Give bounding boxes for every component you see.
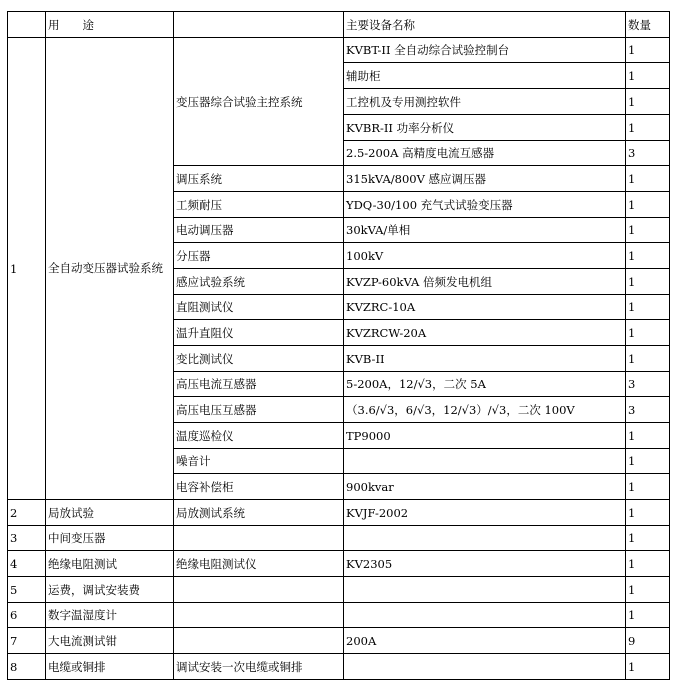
row-device: 2.5-200A 高精度电流互感器 [344,141,626,166]
row-qty: 1 [626,166,670,192]
row-no: 4 [8,551,46,577]
row-no: 3 [8,526,46,551]
row-device: 辅助柜 [344,63,626,89]
row-qty: 1 [626,89,670,115]
row-system: 温度巡检仪 [174,423,344,449]
row-device [344,449,626,474]
row-qty: 1 [626,218,670,243]
row-device: TP9000 [344,423,626,449]
header-no [8,12,46,38]
row-usage: 局放试验 [46,500,174,526]
row-qty: 1 [626,38,670,63]
row-system [174,577,344,603]
header-usage: 用 途 [46,12,174,38]
row-usage: 数字温湿度计 [46,603,174,628]
header-qty: 数量 [626,12,670,38]
table-row [8,551,670,577]
row-device [344,526,626,551]
table-row [8,526,670,551]
row-system: 变压器综合试验主控系统 [174,38,344,166]
row-qty: 1 [626,243,670,269]
row-usage: 中间变压器 [46,526,174,551]
row-qty: 1 [626,449,670,474]
row-device: KVJF-2002 [344,500,626,526]
row-no: 8 [8,654,46,680]
row-device: KVZP-60kVA 倍频发电机组 [344,269,626,295]
row-no: 7 [8,628,46,654]
row-system: 电动调压器 [174,218,344,243]
row-qty: 1 [626,320,670,346]
row-system: 直阻测试仪 [174,295,344,320]
row-device [344,603,626,628]
header-row [8,12,670,38]
row-device: KVB-II [344,346,626,372]
row-qty: 1 [626,526,670,551]
header-device: 主要设备名称 [344,12,626,38]
row-usage: 绝缘电阻测试 [46,551,174,577]
row-qty: 1 [626,269,670,295]
header-system [174,12,344,38]
row-usage: 运费，调试安装费 [46,577,174,603]
equipment-table [7,11,670,680]
row-qty: 9 [626,628,670,654]
row-qty: 1 [626,295,670,320]
row-system: 绝缘电阻测试仪 [174,551,344,577]
table-row [8,577,670,603]
row-qty: 1 [626,603,670,628]
row-usage: 全自动变压器试验系统 [46,38,174,500]
row-system [174,526,344,551]
row-device [344,577,626,603]
row-system: 分压器 [174,243,344,269]
row-no: 5 [8,577,46,603]
row-device: KVBT-II 全自动综合试验控制台 [344,38,626,63]
row-system: 高压电流互感器 [174,372,344,397]
row-system: 调试安装一次电缆或铜排 [174,654,344,680]
table-row [8,38,670,63]
row-device: KVZRC-10A [344,295,626,320]
table-row [8,603,670,628]
row-qty: 1 [626,551,670,577]
row-qty: 1 [626,346,670,372]
row-usage: 电缆或铜排 [46,654,174,680]
row-qty: 3 [626,397,670,423]
row-qty: 1 [626,474,670,500]
row-system: 噪音计 [174,449,344,474]
row-system: 电容补偿柜 [174,474,344,500]
row-device: 5-200A，12/√3，二次 5A [344,372,626,397]
row-device: 工控机及专用测控软件 [344,89,626,115]
row-device: 30kVA/单相 [344,218,626,243]
row-no: 2 [8,500,46,526]
row-device: 900kvar [344,474,626,500]
row-qty: 3 [626,141,670,166]
row-device: （3.6/√3，6/√3，12/√3）/√3，二次 100V [344,397,626,423]
row-system: 局放测试系统 [174,500,344,526]
row-qty: 1 [626,654,670,680]
row-system: 高压电压互感器 [174,397,344,423]
row-usage: 大电流测试钳 [46,628,174,654]
row-qty: 3 [626,372,670,397]
row-system [174,603,344,628]
row-device: YDQ-30/100 充气式试验变压器 [344,192,626,218]
row-no: 1 [8,38,46,500]
row-device: KVZRCW-20A [344,320,626,346]
row-device: 315kVA/800V 感应调压器 [344,166,626,192]
row-system: 工频耐压 [174,192,344,218]
row-system: 变比测试仪 [174,346,344,372]
row-device: 200A [344,628,626,654]
row-qty: 1 [626,423,670,449]
row-system: 调压系统 [174,166,344,192]
row-device: KV2305 [344,551,626,577]
row-no: 6 [8,603,46,628]
row-device [344,654,626,680]
row-qty: 1 [626,63,670,89]
table-row [8,654,670,680]
row-device: KVBR-II 功率分析仪 [344,115,626,141]
row-system: 感应试验系统 [174,269,344,295]
row-qty: 1 [626,577,670,603]
row-system [174,628,344,654]
row-qty: 1 [626,192,670,218]
row-qty: 1 [626,115,670,141]
row-system: 温升直阻仪 [174,320,344,346]
row-device: 100kV [344,243,626,269]
row-qty: 1 [626,500,670,526]
table-row [8,500,670,526]
table-row [8,628,670,654]
